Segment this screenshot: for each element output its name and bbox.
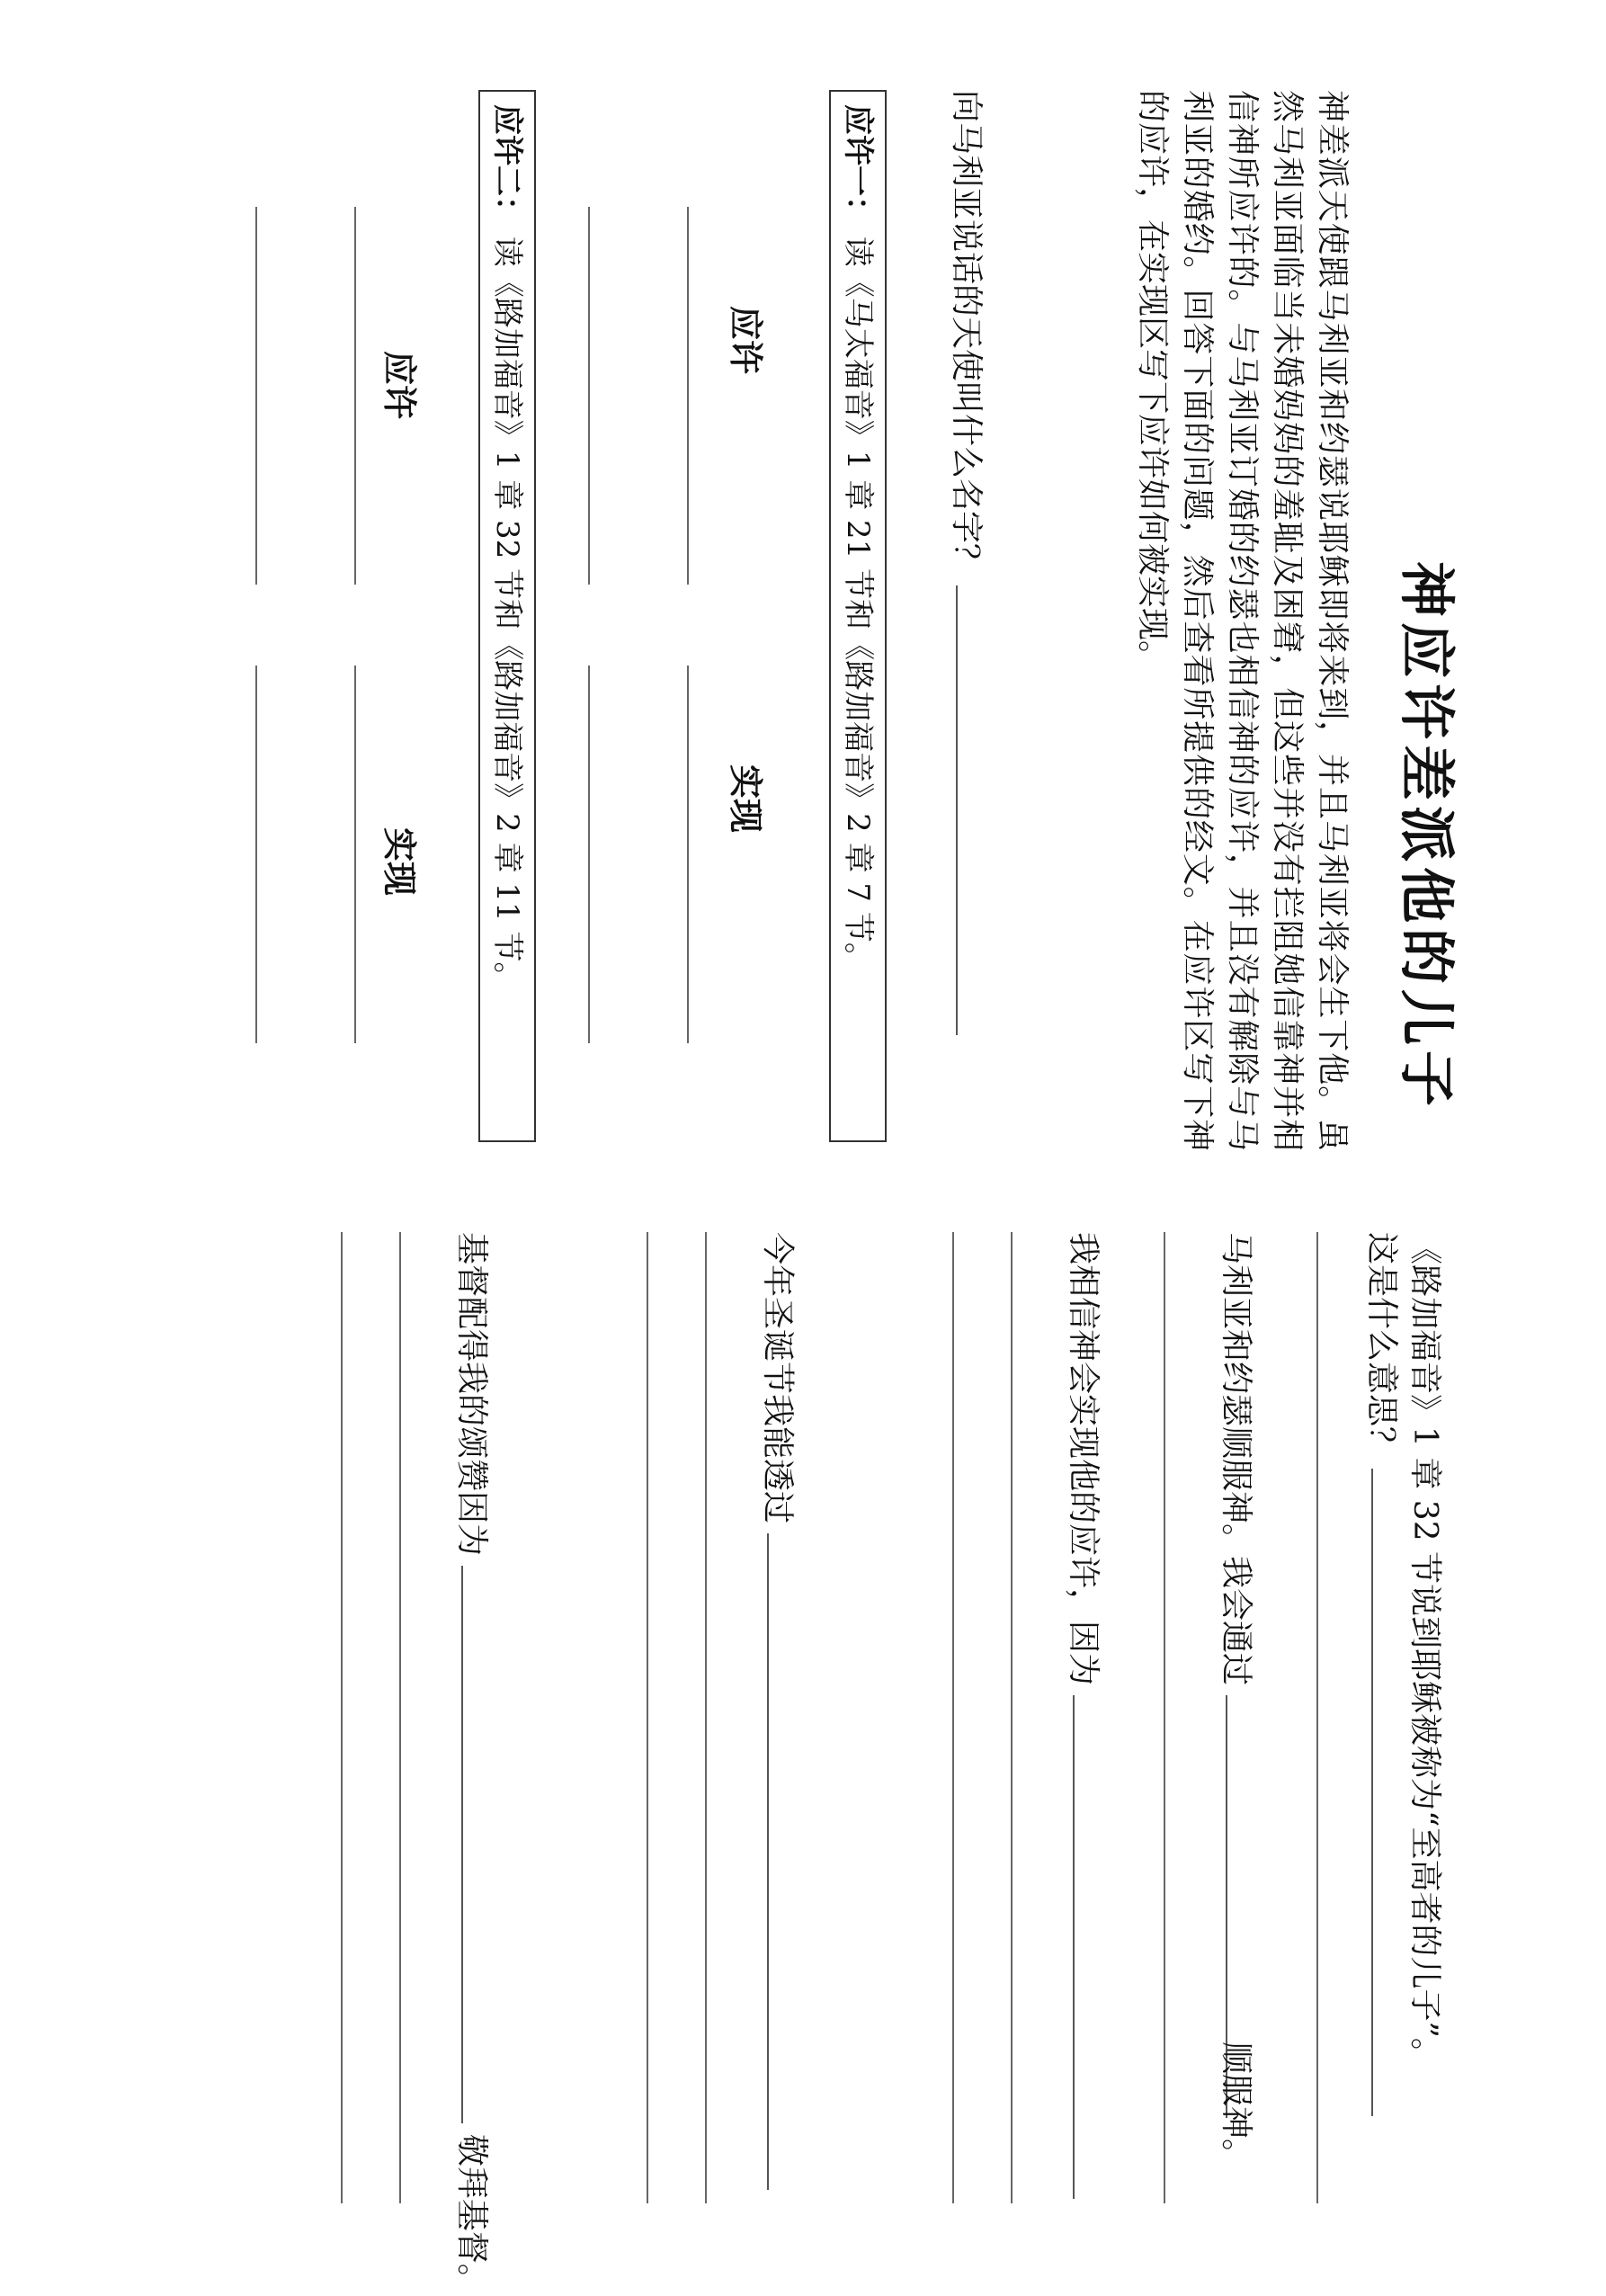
promise-two-promise-line-2[interactable] xyxy=(255,207,257,585)
q3-row xyxy=(1063,1232,1102,2199)
q2-end-text: 顺服神。 xyxy=(1218,2041,1254,2172)
q1-answer-blank[interactable] xyxy=(1371,1469,1400,2116)
q3-answer-line-1[interactable] xyxy=(1011,1232,1013,2203)
q4-row xyxy=(757,1232,797,2190)
q4-answer-line-1[interactable] xyxy=(705,1232,707,2203)
q4-text: 今年圣诞节我能透过 xyxy=(759,1232,796,1524)
q5-start-text: 基督配得我的颂赞因为 xyxy=(453,1232,490,1557)
angel-question xyxy=(946,90,986,1035)
promise-two-column-promise: 应许 xyxy=(379,351,419,420)
q3-answer-blank[interactable] xyxy=(1073,1695,1102,2199)
promise-one-fulfill-line-2[interactable] xyxy=(588,666,590,1043)
promise-one-column-promise: 应许 xyxy=(726,306,765,375)
q3-text: 我相信神会实现他的应许，因为 xyxy=(1065,1232,1102,1686)
promise-one-text: 读《马太福音》1 章 21 节和《路加福音》2 章 7 节。 xyxy=(840,236,876,973)
angel-question-text: 向马利亚说话的天使叫什么名字？ xyxy=(948,90,985,576)
promise-one-column-fulfillment: 实现 xyxy=(726,764,765,834)
angel-answer-blank[interactable] xyxy=(956,585,985,1035)
page-title: 神应许差派他的儿子 xyxy=(1394,560,1459,1112)
q2-start-text: 马利亚和约瑟顺服神。我会通过 xyxy=(1218,1232,1254,1686)
promise-two-box xyxy=(478,90,536,1142)
promise-one-promise-line-2[interactable] xyxy=(588,207,590,585)
q3-answer-line-2[interactable] xyxy=(952,1232,954,2203)
promise-two-fulfill-line-1[interactable] xyxy=(354,666,356,1043)
q5-answer-line-1[interactable] xyxy=(399,1232,401,2203)
promise-two-label: 应许二： xyxy=(489,104,525,227)
q5-answer-blank[interactable] xyxy=(461,1566,490,2123)
intro-paragraph: 神差派天使跟马利亚和约瑟说耶稣即将来到，并且马利亚将会生下他。虽然马利亚面临当未婚妈妈的羞耻及困窘，但这些并没有拦阻她信靠神并相信神所应许的。与马利亚订婚的约瑟也相信神的应许，并且没有解除与马利亚的婚约。回答下面的问题，然后查看所提供的经文。在应许区写下神的应许，在实现区写下应许如何被实现。 xyxy=(1134,90,1351,1151)
q5-answer-line-2[interactable] xyxy=(341,1232,343,2203)
q4-answer-line-2[interactable] xyxy=(647,1232,648,2203)
promise-one-label: 应许一： xyxy=(840,104,876,227)
promise-one-box xyxy=(829,90,887,1142)
q1-answer-line[interactable] xyxy=(1316,1232,1318,2203)
q5-end-text: 敬拜基督。 xyxy=(453,2133,490,2296)
q1-line1: 《路加福音》1 章 32 节说到耶稣被称为“至高者的儿子”。 xyxy=(1406,1232,1443,2070)
promise-two-promise-line-1[interactable] xyxy=(354,207,356,585)
q5-row xyxy=(451,1232,491,2296)
q2-answer-line[interactable] xyxy=(1164,1232,1165,2203)
q2-row xyxy=(1216,1232,1255,2118)
q4-answer-blank[interactable] xyxy=(767,1533,796,2190)
promise-two-text: 读《路加福音》1 章 32 节和《路加福音》2 章 11 节。 xyxy=(489,236,525,993)
q1-line2-row xyxy=(1361,1232,1401,2116)
promise-two-fulfill-line-2[interactable] xyxy=(255,666,257,1043)
q1-line2-text: 这是什么意思？ xyxy=(1363,1232,1400,1460)
promise-two-column-fulfillment: 实现 xyxy=(379,827,419,897)
promise-one-promise-line-1[interactable] xyxy=(687,207,689,585)
promise-one-fulfill-line-1[interactable] xyxy=(687,666,689,1043)
